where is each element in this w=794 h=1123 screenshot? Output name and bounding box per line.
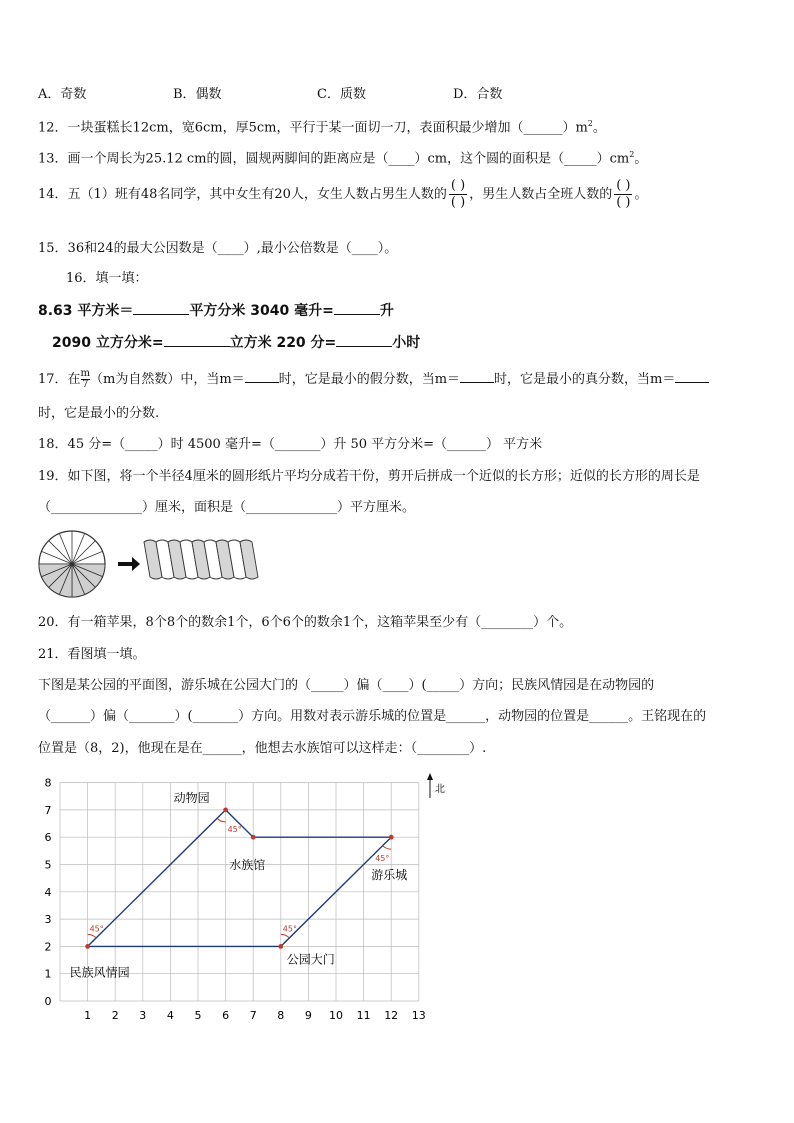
question-12: 12．一块蛋糕长12cm，宽6cm，厚5cm，平行于某一面切一刀，表面积最少增加$(\_\_\_\_\_\_)m^2$。	[38, 119, 606, 136]
x-tick-label: 10	[329, 1009, 343, 1022]
question-21-line-1: 下图是某公园的平面图，游乐城在公园大门的（_____）偏（____）(_____）方向；民族风情园是在动物园的	[38, 678, 655, 693]
option-b: B．偶数	[173, 87, 222, 102]
x-tick-label: 12	[384, 1009, 399, 1022]
x-tick-label: 2	[111, 1009, 119, 1022]
option-d: D．合数	[453, 87, 503, 102]
y-tick-label: 3	[44, 913, 52, 927]
x-tick-label: 5	[194, 1009, 202, 1022]
angle-label: 45°	[282, 924, 297, 934]
x-tick-label: 1	[84, 1009, 92, 1022]
y-tick-label: 0	[44, 995, 52, 1008]
map-point	[85, 944, 90, 949]
y-tick-label: 1	[44, 967, 52, 981]
arrow-icon	[118, 557, 140, 571]
question-21-line-2: （______）偏（_______）(_______）方向。用数对表示游乐城的位置是______，动物园的位置是______。王铭现在的	[38, 709, 707, 724]
angle-arc	[383, 846, 392, 850]
map-point	[223, 808, 228, 813]
north-label: 北	[435, 784, 445, 795]
y-tick-label: 4	[44, 885, 52, 899]
x-tick-label: 13	[411, 1009, 426, 1022]
map-point-label: 水族馆	[229, 858, 266, 873]
question-16-row-2: 2090 立方分米= 立方米 220 分= 小时	[52, 332, 420, 352]
map-point-label: 游乐城	[371, 868, 408, 883]
x-tick-label: 9	[304, 1009, 312, 1022]
question-16-row-1: 8.63 平方米＝ 平方分米 3040 毫升= 升	[38, 300, 394, 320]
option-a: A．奇数	[38, 87, 87, 102]
x-tick-label: 7	[249, 1009, 257, 1022]
question-13: 13．画一个周长为25.12 cm的圆，圆规两脚间的距离应是（____）cm，这个圆的面积是$(\_\_\_\_\_)cm^2$。	[38, 150, 648, 167]
option-c: C．质数	[317, 87, 366, 102]
approximate-rectangle	[144, 540, 258, 579]
x-tick-label: 11	[356, 1009, 371, 1022]
question-21-title: 21．看图填一填。	[38, 647, 146, 662]
angle-arc	[88, 934, 97, 938]
question-17: 17．在 $\frac{m}{7}$ （m为自然数）中，当m＝ 时，它是最小的假分数，当m＝ 时，它是最小的真分数，当m＝	[38, 368, 709, 390]
x-tick-label: 8	[277, 1009, 285, 1022]
x-tick-label: 3	[139, 1009, 147, 1022]
question-14: 14．五（1）班有48名同学，其中女生有20人，女生人数占男生人数的 $\frac{( )}{( )}$ ，男生人数占全班人数的 $\frac{( )}{( )}$ 。	[38, 178, 648, 210]
segmented-circle	[39, 531, 105, 597]
angle-label: 45°	[227, 824, 242, 834]
angle-arc	[217, 818, 226, 822]
question-17-cont: 时，它是最小的分数.	[38, 406, 160, 421]
y-tick-label: 2	[44, 940, 52, 954]
circle-to-rectangle-figure	[36, 528, 266, 600]
angle-arc	[281, 934, 290, 938]
question-21-line-3: 位置是（8，2)，他现在是在______，他想去水族馆可以这样走：（________）.	[38, 741, 487, 756]
map-point	[278, 944, 283, 949]
y-tick-label: 7	[44, 803, 52, 817]
map-point-label: 动物园	[173, 790, 210, 805]
question-18: 18．45 分=（_____）时 4500 毫升=（_______）升 50 平方分米=（______） 平方米	[38, 437, 543, 452]
question-15: 15．36和24的最大公因数是（____）,最小公倍数是（____）。	[38, 241, 398, 256]
y-tick-label: 6	[44, 831, 52, 845]
park-map-chart	[30, 770, 460, 1025]
y-tick-label: 8	[44, 776, 52, 790]
fraction-m-over-7: $\frac{m}{7}$	[80, 368, 91, 390]
map-point	[389, 835, 394, 840]
north-arrow-head-icon	[427, 773, 433, 780]
x-tick-label: 4	[166, 1009, 174, 1022]
angle-label: 45°	[89, 924, 104, 934]
question-19-line-2: （______________）厘米，面积是（______________）平方厘米。	[38, 500, 416, 515]
angle-label: 45°	[375, 854, 390, 864]
map-point-label: 民族风情园	[69, 965, 130, 980]
question-19-line-1: 19．如下图，将一个半径4厘米的圆形纸片平均分成若干份，剪开后拼成一个近似的长方形；近似的长方形的周长是	[38, 469, 700, 484]
question-20: 20．有一箱苹果，8个8个的数余1个，6个6个的数余1个，这箱苹果至少有（________）个。	[38, 615, 573, 630]
fraction-blank: $\frac{( )}{( )}$	[616, 178, 631, 210]
x-tick-label: 6	[222, 1009, 230, 1022]
y-tick-label: 5	[44, 858, 52, 872]
question-16-title: 16．填一填：	[66, 271, 148, 286]
fraction-blank: $\frac{( )}{( )}$	[450, 178, 466, 210]
map-point	[251, 835, 256, 840]
map-point-label: 公园大门	[286, 952, 335, 967]
